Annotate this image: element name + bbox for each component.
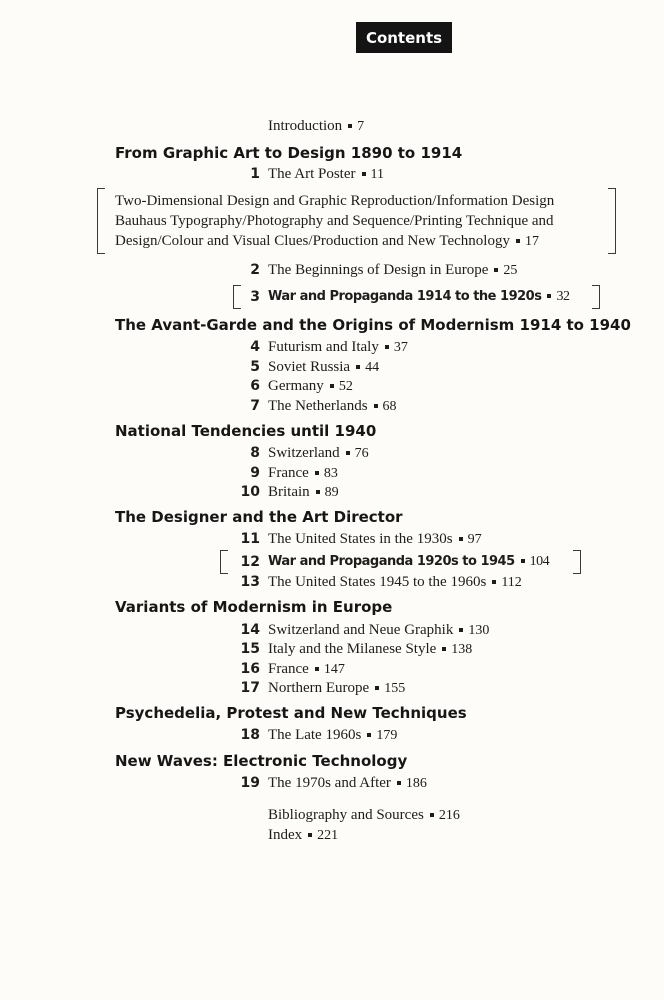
toc-entry[interactable] <box>0 572 664 592</box>
chapter-number: 6 <box>250 378 260 394</box>
toc-entry[interactable] <box>0 164 664 184</box>
chapter-number: 5 <box>250 359 260 375</box>
entry-title: Italy and the Milanese Style 138 <box>268 641 473 657</box>
page-number: 76 <box>354 446 369 461</box>
page-number: 17 <box>524 234 539 249</box>
toc-entry-feature[interactable] <box>0 552 664 572</box>
toc-entry[interactable] <box>0 725 664 745</box>
page-number: 179 <box>376 728 398 743</box>
entry-title: The Beginnings of Design in Europe 25 <box>268 262 518 278</box>
toc-entry[interactable] <box>0 639 664 659</box>
toc-entry-feature[interactable] <box>0 287 664 307</box>
bullet-icon <box>375 686 379 690</box>
chapter-number: 3 <box>250 289 260 305</box>
page-number: 147 <box>323 662 345 677</box>
feature-block[interactable] <box>115 191 611 252</box>
bullet-icon <box>459 628 463 632</box>
page-number: 44 <box>365 360 380 375</box>
left-bracket <box>97 188 105 254</box>
chapter-number: 1 <box>250 166 260 182</box>
toc-entry-bibliography[interactable] <box>0 805 664 825</box>
page-number: 97 <box>467 532 482 547</box>
page-number: 25 <box>503 263 518 278</box>
toc-entry[interactable] <box>0 620 664 640</box>
bullet-icon <box>346 451 350 455</box>
feature-line: Two-Dimensional Design and Graphic Reproduction/Information Design <box>115 193 555 209</box>
page-number: 155 <box>384 681 406 696</box>
entry-title: The Late 1960s 179 <box>268 727 398 743</box>
bullet-icon <box>385 345 389 349</box>
bullet-icon <box>374 404 378 408</box>
toc-entry[interactable] <box>0 659 664 679</box>
entry-title: Northern Europe 155 <box>268 680 406 696</box>
page-number: 37 <box>393 340 408 355</box>
contents-heading: Contents <box>356 22 452 53</box>
section-heading: National Tendencies until 1940 <box>115 422 377 440</box>
toc-entry[interactable] <box>0 443 664 463</box>
entry-title: The United States 1945 to the 1960s 112 <box>268 574 522 590</box>
entry-title: Futurism and Italy 37 <box>268 339 408 355</box>
bullet-icon <box>367 733 371 737</box>
bullet-icon <box>308 833 312 837</box>
bullet-icon <box>330 384 334 388</box>
bullet-icon <box>397 781 401 785</box>
entry-title: The Art Poster 11 <box>268 166 384 182</box>
entry-title: Bibliography and Sources 216 <box>268 807 460 823</box>
toc-entry[interactable] <box>0 529 664 549</box>
page-number: 83 <box>323 466 338 481</box>
section-heading: New Waves: Electronic Technology <box>115 752 408 770</box>
chapter-number: 11 <box>240 531 260 547</box>
chapter-number: 15 <box>240 641 260 657</box>
entry-title: Introduction 7 <box>268 118 365 134</box>
page-number: 7 <box>357 119 365 134</box>
toc-entry[interactable] <box>0 357 664 377</box>
section-heading: Variants of Modernism in Europe <box>115 598 393 616</box>
bullet-icon <box>356 365 360 369</box>
chapter-number: 8 <box>250 445 260 461</box>
chapter-number: 2 <box>250 262 260 278</box>
bullet-icon <box>430 813 434 817</box>
page-number: 221 <box>317 828 339 843</box>
chapter-number: 19 <box>240 775 260 791</box>
page-number: 130 <box>468 623 490 638</box>
entry-title: The 1970s and After 186 <box>268 775 427 791</box>
chapter-number: 14 <box>240 622 260 638</box>
page-number: 52 <box>338 379 353 394</box>
feature-line: Design/Colour and Visual Clues/Production and New Technology 17 <box>115 233 539 249</box>
bullet-icon <box>516 239 520 243</box>
section-heading: The Designer and the Art Director <box>115 508 403 526</box>
entry-title: War and Propaganda 1914 to the 1920s 32 <box>268 289 570 304</box>
chapter-number: 10 <box>240 484 260 500</box>
toc-entry-introduction[interactable] <box>0 116 664 136</box>
page-number: 104 <box>529 554 550 569</box>
entry-title: Germany 52 <box>268 378 353 394</box>
entry-title: The Netherlands 68 <box>268 398 397 414</box>
chapter-number: 9 <box>250 465 260 481</box>
chapter-number: 4 <box>250 339 260 355</box>
entry-title: Index 221 <box>268 827 339 843</box>
entry-title: War and Propaganda 1920s to 1945 104 <box>268 554 550 569</box>
chapter-number: 18 <box>240 727 260 743</box>
chapter-number: 12 <box>240 554 260 570</box>
section-heading: The Avant-Garde and the Origins of Modernism 1914 to 1940 <box>115 316 631 334</box>
chapter-number: 7 <box>250 398 260 414</box>
page-number: 89 <box>324 485 339 500</box>
toc-entry[interactable] <box>0 482 664 502</box>
page-number: 68 <box>382 399 397 414</box>
bullet-icon <box>492 580 496 584</box>
bullet-icon <box>315 667 319 671</box>
entry-title: Britain 89 <box>268 484 339 500</box>
entry-title: Switzerland and Neue Graphik 130 <box>268 622 490 638</box>
page-number: 138 <box>451 642 473 657</box>
chapter-number: 16 <box>240 661 260 677</box>
bullet-icon <box>348 124 352 128</box>
page-number: 11 <box>370 167 384 182</box>
section-heading: Psychedelia, Protest and New Techniques <box>115 704 467 722</box>
bullet-icon <box>315 471 319 475</box>
toc-entry[interactable] <box>0 260 664 280</box>
bullet-icon <box>521 559 525 563</box>
page-number: 216 <box>438 808 460 823</box>
section-heading: From Graphic Art to Design 1890 to 1914 <box>115 144 463 162</box>
bullet-icon <box>547 294 551 298</box>
bullet-icon <box>316 490 320 494</box>
toc-entry[interactable] <box>0 773 664 793</box>
bullet-icon <box>459 537 463 541</box>
page-number: 32 <box>556 289 570 304</box>
toc-entry[interactable] <box>0 463 664 483</box>
toc-entry[interactable] <box>0 678 664 698</box>
page-number: 112 <box>501 575 522 590</box>
toc-entry[interactable] <box>0 396 664 416</box>
chapter-number: 17 <box>240 680 260 696</box>
toc-entry[interactable] <box>0 376 664 396</box>
feature-line: Bauhaus Typography/Photography and Sequence/Printing Technique and <box>115 213 554 229</box>
bullet-icon <box>494 268 498 272</box>
entry-title: Switzerland 76 <box>268 445 369 461</box>
chapter-number: 13 <box>240 574 260 590</box>
bullet-icon <box>442 647 446 651</box>
toc-entry-index[interactable] <box>0 825 664 845</box>
toc-entry[interactable] <box>0 337 664 357</box>
entry-title: France 83 <box>268 465 338 481</box>
entry-title: Soviet Russia 44 <box>268 359 380 375</box>
bullet-icon <box>362 172 366 176</box>
page-number: 186 <box>405 776 427 791</box>
entry-title: The United States in the 1930s 97 <box>268 531 482 547</box>
entry-title: France 147 <box>268 661 345 677</box>
